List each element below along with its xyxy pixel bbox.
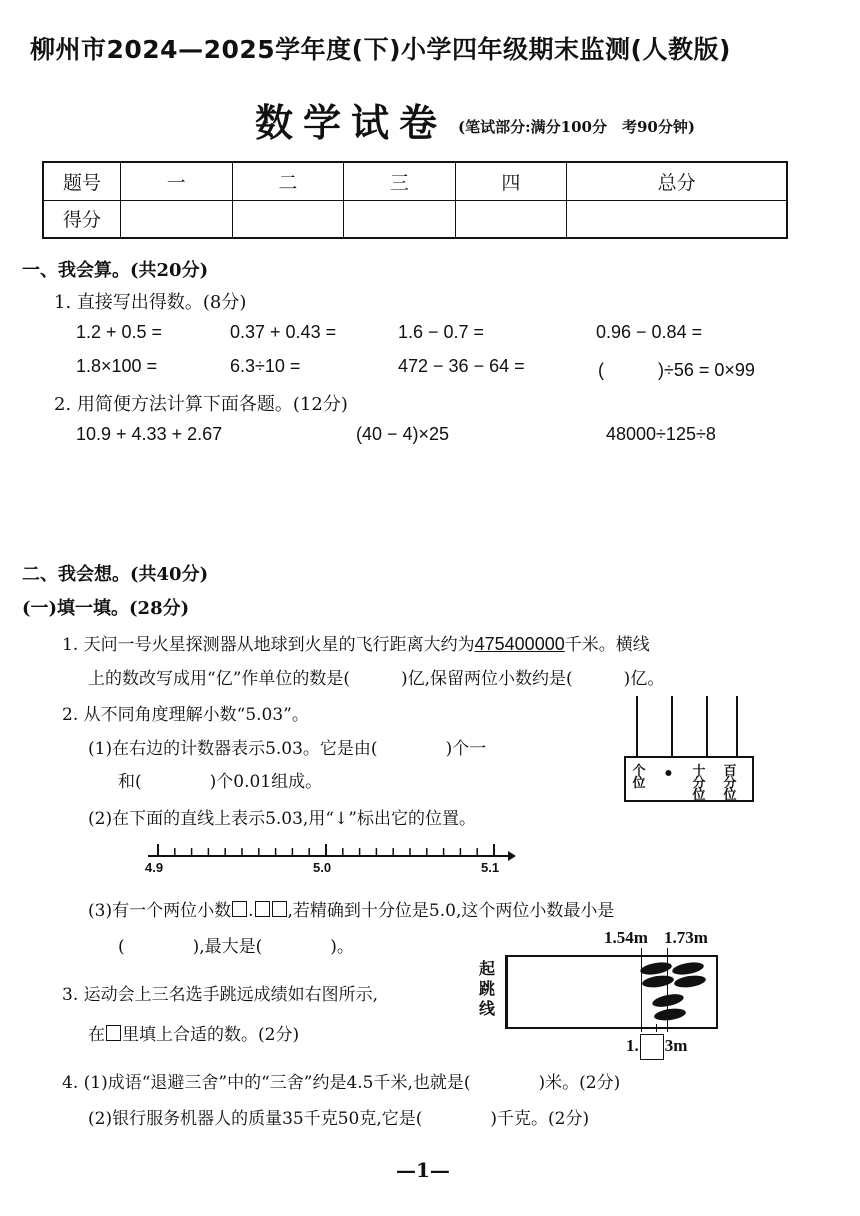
score-table <box>42 161 788 239</box>
jump-bottom-pre: 1. <box>626 1035 639 1055</box>
simplify-item: (40 − 4)×25 <box>356 424 450 444</box>
q2-3-line1 <box>88 896 614 921</box>
q1-line1-post: 千米。横线 <box>564 635 650 655</box>
simplify-item: 10.9 + 4.33 + 2.67 <box>76 424 223 444</box>
score-table-header-cell: 题号 <box>43 162 121 200</box>
section2-heading: 二、我会想。(共40分) <box>22 564 209 585</box>
section1-q2-title: 2. 用简便方法计算下面各题。(12分) <box>54 394 348 415</box>
abacus-rod <box>671 696 673 758</box>
q2-1-line2: 和( )个0.01组成。 <box>118 772 323 792</box>
abacus-label: 个位 <box>632 764 646 791</box>
start-line-label: 线 <box>479 999 496 1018</box>
digit-box[interactable] <box>255 901 270 917</box>
answer-box[interactable] <box>640 1034 664 1060</box>
q1-line2: 上的数改写成用“亿”作单位的数是( )亿,保留两位小数约是( )亿。 <box>88 669 665 689</box>
abacus-label: 十分位 <box>692 764 706 803</box>
section2-subheading: (一)填一填。(28分) <box>22 598 190 619</box>
abacus-rod <box>636 696 638 758</box>
q4-1-line: 4. (1)成语“退避三舍”中的“三舍”约是4.5千米,也就是( )米。(2分) <box>62 1073 621 1093</box>
jump-bottom-label <box>626 1034 687 1060</box>
q1-line1-pre: 1. 天问一号火星探测器从地球到火星的飞行距离大约为 <box>62 635 475 655</box>
page-number: —1— <box>396 1158 450 1182</box>
score-row-label: 得分 <box>43 200 121 238</box>
calc-item: 472 − 36 − 64 = <box>398 356 525 376</box>
number-line-arrow <box>508 851 516 861</box>
q2-3-pre: (3)有一个两位小数 <box>88 901 232 921</box>
digit-box[interactable] <box>232 901 247 917</box>
score-cell[interactable] <box>232 200 344 238</box>
abacus-decimal-point: • <box>663 764 674 784</box>
score-table-header-cell: 二 <box>232 162 344 200</box>
q1-line1 <box>62 630 650 655</box>
score-table-header-cell: 总分 <box>567 162 787 200</box>
jump-mark-label: 1.73m <box>664 928 708 947</box>
q2-1-line1: (1)在右边的计数器表示5.03。它是由( )个一 <box>88 739 487 759</box>
score-table-header-cell: 三 <box>344 162 456 200</box>
section1-heading: 一、我会算。(共20分) <box>22 260 209 281</box>
digit-box[interactable] <box>272 901 287 917</box>
q3-line1: 3. 运动会上三名选手跳远成绩如右图所示, <box>62 985 379 1005</box>
jump-bottom-post: 3m <box>664 1035 688 1055</box>
score-table-header-cell: 四 <box>455 162 567 200</box>
q2-3-dot: . <box>248 901 254 921</box>
section1-q1-title: 1. 直接写出得数。(8分) <box>54 292 247 313</box>
calc-item: ( )÷56 = 0×99 <box>598 360 755 380</box>
score-cell[interactable] <box>455 200 567 238</box>
q1-distance-number: 475400000 <box>474 634 565 654</box>
simplify-item: 48000÷125÷8 <box>606 424 716 444</box>
q4-2-line: (2)银行服务机器人的质量35千克50克,它是( )千克。(2分) <box>88 1109 590 1129</box>
calc-item: 1.6 − 0.7 = <box>398 322 485 342</box>
main-title: 数学试卷 <box>255 100 448 145</box>
q2-3-post: ,若精确到十分位是5.0,这个两位小数最小是 <box>287 901 615 921</box>
q3-line2-post: 里填上合适的数。(2分) <box>122 1025 300 1045</box>
q3-line2-pre: 在 <box>88 1025 105 1045</box>
q2-3-line2: ( ),最大是( )。 <box>118 937 354 957</box>
calc-item: 0.37 + 0.43 = <box>230 322 337 342</box>
answer-box[interactable] <box>106 1025 121 1041</box>
score-table-header-cell: 一 <box>121 162 233 200</box>
score-cell[interactable] <box>121 200 233 238</box>
abacus-rod <box>706 696 708 758</box>
abacus-label: 百分位 <box>723 764 737 803</box>
score-cell[interactable] <box>344 200 456 238</box>
q3-line2 <box>88 1020 299 1045</box>
number-line-label: 4.9 <box>145 860 164 875</box>
calc-item: 6.3÷10 = <box>230 356 301 376</box>
jump-mark-line <box>656 1024 658 1032</box>
exam-subtitle: (笔试部分:满分100分 考90分钟) <box>458 118 695 136</box>
jump-mark-label: 1.54m <box>604 928 648 947</box>
start-line-label: 跳 <box>479 979 496 998</box>
abacus-rod <box>736 696 738 758</box>
q2-2-line: (2)在下面的直线上表示5.03,用“↓”标出它的位置。 <box>88 809 476 829</box>
exam-header-title: 柳州市2024—2025学年度(下)小学四年级期末监测(人教版) <box>30 35 731 64</box>
start-line-label: 起 <box>479 959 496 978</box>
jump-mark-line <box>641 948 643 1032</box>
number-line-label: 5.1 <box>481 860 500 875</box>
score-cell[interactable] <box>567 200 787 238</box>
calc-item: 0.96 − 0.84 = <box>596 322 703 342</box>
number-line-label: 5.0 <box>313 860 332 875</box>
calc-item: 1.8×100 = <box>76 356 158 376</box>
number-line-ticks <box>158 844 494 856</box>
calc-item: 1.2 + 0.5 = <box>76 322 163 342</box>
q2-title: 2. 从不同角度理解小数“5.03”。 <box>62 705 309 725</box>
